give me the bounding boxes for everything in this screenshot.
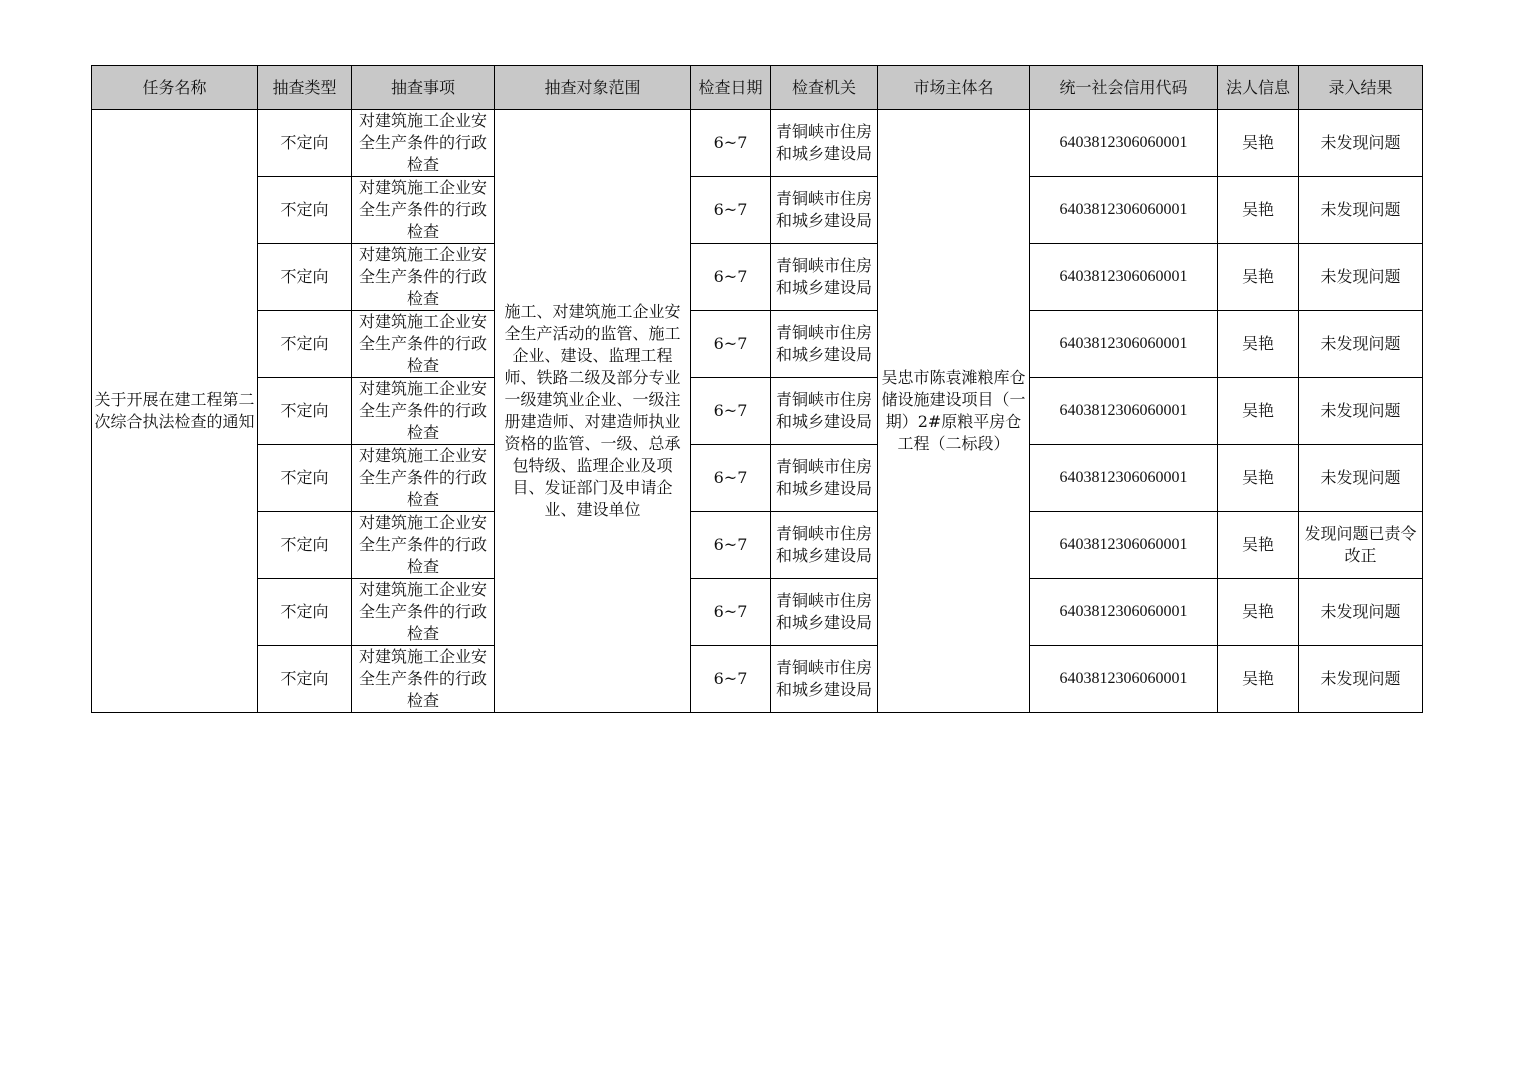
check-item-cell: 对建筑施工企业安全生产条件的行政检查 [352, 244, 495, 311]
check-date-cell: 6~7 [691, 646, 771, 713]
credit-code-cell: 6403812306060001 [1030, 579, 1218, 646]
result-cell: 未发现问题 [1299, 445, 1423, 512]
check-date-cell: 6~7 [691, 445, 771, 512]
authority-cell: 青铜峡市住房和城乡建设局 [771, 445, 878, 512]
credit-code-cell: 6403812306060001 [1030, 512, 1218, 579]
task-name-cell: 关于开展在建工程第二次综合执法检查的通知 [92, 110, 258, 713]
check-item-cell: 对建筑施工企业安全生产条件的行政检查 [352, 579, 495, 646]
header-row [92, 66, 1423, 110]
header-task-name: 任务名称 [92, 66, 258, 110]
result-cell: 未发现问题 [1299, 579, 1423, 646]
table-row [92, 311, 1423, 378]
header-check-date: 检查日期 [691, 66, 771, 110]
table-row [92, 579, 1423, 646]
table-row [92, 646, 1423, 713]
table-row [92, 512, 1423, 579]
check-date-cell: 6~7 [691, 579, 771, 646]
result-cell: 未发现问题 [1299, 110, 1423, 177]
header-result: 录入结果 [1299, 66, 1423, 110]
check-type-cell: 不定向 [258, 378, 352, 445]
credit-code-cell: 6403812306060001 [1030, 378, 1218, 445]
header-market-entity: 市场主体名 [878, 66, 1030, 110]
authority-cell: 青铜峡市住房和城乡建设局 [771, 512, 878, 579]
check-type-cell: 不定向 [258, 110, 352, 177]
legal-person-cell: 吴艳 [1218, 512, 1299, 579]
header-check-authority: 检查机关 [771, 66, 878, 110]
check-type-cell: 不定向 [258, 512, 352, 579]
authority-cell: 青铜峡市住房和城乡建设局 [771, 110, 878, 177]
legal-person-cell: 吴艳 [1218, 378, 1299, 445]
legal-person-cell: 吴艳 [1218, 244, 1299, 311]
market-entity-cell: 吴忠市陈袁滩粮库仓储设施建设项目（一期）2#原粮平房仓工程（二标段） [878, 110, 1030, 713]
authority-cell: 青铜峡市住房和城乡建设局 [771, 311, 878, 378]
header-check-type: 抽查类型 [258, 66, 352, 110]
credit-code-cell: 6403812306060001 [1030, 244, 1218, 311]
check-type-cell: 不定向 [258, 177, 352, 244]
table-row [92, 177, 1423, 244]
legal-person-cell: 吴艳 [1218, 177, 1299, 244]
inspection-table [91, 65, 1423, 713]
check-item-cell: 对建筑施工企业安全生产条件的行政检查 [352, 445, 495, 512]
authority-cell: 青铜峡市住房和城乡建设局 [771, 646, 878, 713]
legal-person-cell: 吴艳 [1218, 311, 1299, 378]
table-row [92, 110, 1423, 177]
legal-person-cell: 吴艳 [1218, 646, 1299, 713]
header-check-item: 抽查事项 [352, 66, 495, 110]
result-cell: 未发现问题 [1299, 311, 1423, 378]
check-item-cell: 对建筑施工企业安全生产条件的行政检查 [352, 646, 495, 713]
check-type-cell: 不定向 [258, 579, 352, 646]
check-date-cell: 6~7 [691, 378, 771, 445]
check-item-cell: 对建筑施工企业安全生产条件的行政检查 [352, 378, 495, 445]
check-date-cell: 6~7 [691, 512, 771, 579]
table-row [92, 244, 1423, 311]
legal-person-cell: 吴艳 [1218, 579, 1299, 646]
result-cell: 未发现问题 [1299, 177, 1423, 244]
credit-code-cell: 6403812306060001 [1030, 311, 1218, 378]
result-cell: 未发现问题 [1299, 646, 1423, 713]
check-type-cell: 不定向 [258, 646, 352, 713]
legal-person-cell: 吴艳 [1218, 445, 1299, 512]
authority-cell: 青铜峡市住房和城乡建设局 [771, 378, 878, 445]
check-date-cell: 6~7 [691, 311, 771, 378]
result-cell: 发现问题已责令改正 [1299, 512, 1423, 579]
check-date-cell: 6~7 [691, 110, 771, 177]
check-item-cell: 对建筑施工企业安全生产条件的行政检查 [352, 311, 495, 378]
authority-cell: 青铜峡市住房和城乡建设局 [771, 177, 878, 244]
credit-code-cell: 6403812306060001 [1030, 177, 1218, 244]
credit-code-cell: 6403812306060001 [1030, 110, 1218, 177]
header-check-scope: 抽查对象范围 [495, 66, 691, 110]
authority-cell: 青铜峡市住房和城乡建设局 [771, 244, 878, 311]
authority-cell: 青铜峡市住房和城乡建设局 [771, 579, 878, 646]
check-item-cell: 对建筑施工企业安全生产条件的行政检查 [352, 110, 495, 177]
credit-code-cell: 6403812306060001 [1030, 445, 1218, 512]
header-credit-code: 统一社会信用代码 [1030, 66, 1218, 110]
check-type-cell: 不定向 [258, 244, 352, 311]
check-item-cell: 对建筑施工企业安全生产条件的行政检查 [352, 512, 495, 579]
result-cell: 未发现问题 [1299, 378, 1423, 445]
result-cell: 未发现问题 [1299, 244, 1423, 311]
header-legal-person: 法人信息 [1218, 66, 1299, 110]
table-row [92, 378, 1423, 445]
table-row [92, 445, 1423, 512]
check-type-cell: 不定向 [258, 445, 352, 512]
check-type-cell: 不定向 [258, 311, 352, 378]
credit-code-cell: 6403812306060001 [1030, 646, 1218, 713]
legal-person-cell: 吴艳 [1218, 110, 1299, 177]
check-item-cell: 对建筑施工企业安全生产条件的行政检查 [352, 177, 495, 244]
check-date-cell: 6~7 [691, 177, 771, 244]
check-date-cell: 6~7 [691, 244, 771, 311]
check-scope-cell: 施工、对建筑施工企业安全生产活动的监管、施工企业、建设、监理工程师、铁路二级及部分专业一级建筑业企业、一级注册建造师、对建造师执业资格的监管、一级、总承包特级、监理企业及项目、发证部门及申请企业、建设单位 [495, 110, 691, 713]
